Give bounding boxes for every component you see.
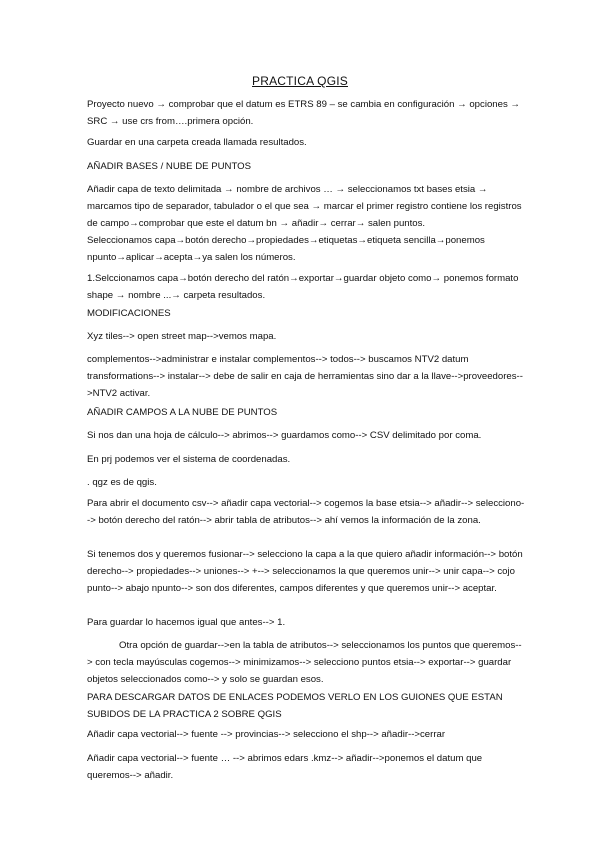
paragraph-merge: Si tenemos dos y queremos fusionar--> selecciono la capa a la que quiero añadir información--> botón derecho--> propiedades--> uniones--> +--> seleccionamos la que queremos unir--> unir capa--> cojo punto--> abajo npunto--> son dos diferentes, campos diferentes y que queremos unir--> aceptar.: [87, 549, 523, 594]
paragraph-open-csv: Para abrir el documento csv--> añadir capa vectorial--> cogemos la base etsia--> añadir--> selecciono--> botón derecho del ratón--> abrir tabla de atributos--> ahí vemos la información de la zona.: [87, 498, 525, 526]
heading-modifications: MODIFICACIONES: [87, 308, 171, 319]
paragraph-add-text-layer: Añadir capa de texto delimitada → nombre de archivos … → seleccionamos txt bases etsia → marcamos tipo de separador, tabulador o el que sea → marcar el primer registro contiene los registros de campo→comprobar que este el datum bn → añadir→ cerrar→ salen puntos.: [87, 184, 522, 229]
paragraph-other-save: Otra opción de guardar-->en la tabla de atributos--> seleccionamos los puntos que queremos--> con tecla mayúsculas cogemos--> minimizamos--> selecciono puntos etsia--> exportar--> guardar objetos seleccionados como--> y solo se guardan esos.: [87, 640, 522, 685]
paragraph-prj: En prj podemos ver el sistema de coordenadas.: [87, 454, 291, 465]
heading-add-bases: AÑADIR BASES / NUBE DE PUNTOS: [87, 161, 252, 172]
heading-add-fields: AÑADIR CAMPOS A LA NUBE DE PUNTOS: [87, 407, 278, 418]
paragraph-save-same: Para guardar lo hacemos igual que antes--> 1.: [87, 617, 286, 628]
paragraph-save-folder: Guardar en una carpeta creada llamada resultados.: [87, 137, 307, 148]
paragraph-qgz: . qgz es de qgis.: [87, 477, 157, 488]
document-title: PRACTICA QGIS: [252, 74, 348, 88]
paragraph-plugins: complementos-->administrar e instalar complementos--> todos--> buscamos NTV2 datum transformations--> instalar--> debe de salir en caja de herramientas sino dar a la llave-->proveedores-->NTV2 activar.: [87, 354, 523, 399]
paragraph-new-project: Proyecto nuevo → comprobar que el datum es ETRS 89 – se cambia en configuración → opciones → SRC → use crs from….primera opción.: [87, 99, 521, 127]
paragraph-xyz-tiles: Xyz tiles--> open street map-->vemos mapa.: [87, 331, 277, 342]
paragraph-edars: Añadir capa vectorial--> fuente … --> abrimos edars .kmz--> añadir-->ponemos el datum que queremos--> añadir.: [87, 753, 483, 781]
paragraph-provinces: Añadir capa vectorial--> fuente --> provincias--> selecciono el shp--> añadir-->cerrar: [87, 729, 446, 740]
paragraph-spreadsheet: Si nos dan una hoja de cálculo--> abrimos--> guardamos como--> CSV delimitado por coma.: [87, 430, 482, 441]
heading-download-data: PARA DESCARGAR DATOS DE ENLACES PODEMOS VERLO EN LOS GUIONES QUE ESTAN SUBIDOS DE LA PRACTICA 2 SOBRE QGIS: [87, 692, 503, 720]
paragraph-labels: Seleccionamos capa→botón derecho→propiedades→etiquetas→etiqueta sencilla→ponemos npunto→aplicar→acepta→ya salen los números.: [87, 235, 485, 263]
paragraph-export: 1.Selccionamos capa→botón derecho del ratón→exportar→guardar objeto como→ ponemos formato shape → nombre ...→ carpeta resultados.: [87, 273, 519, 301]
